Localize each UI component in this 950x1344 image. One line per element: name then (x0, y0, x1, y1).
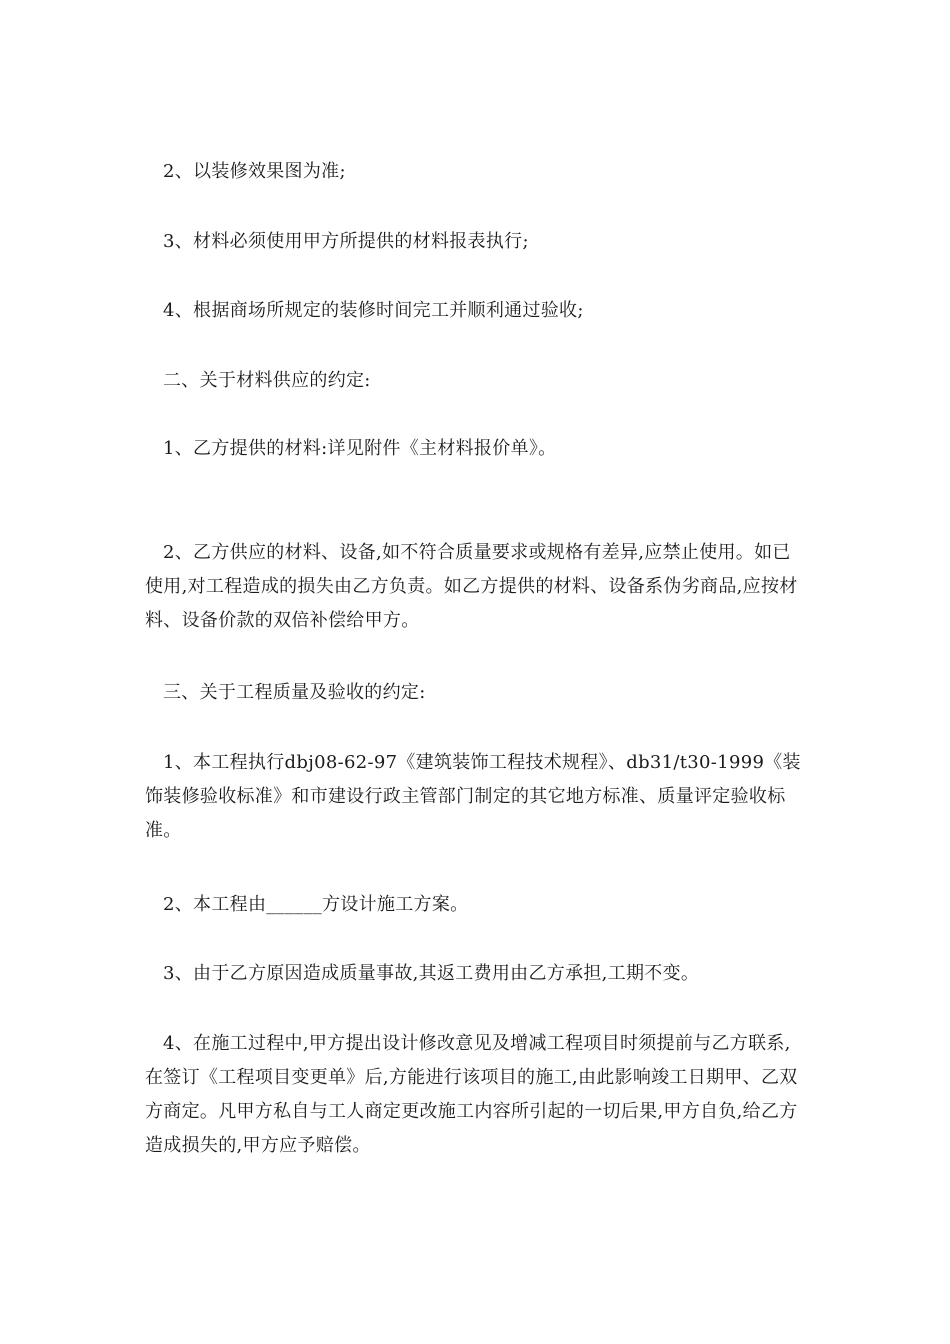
section-3-heading: 三、关于工程质量及验收的约定: (163, 682, 426, 703)
clause-2-party-b-supply: 2、乙方供应的材料、设备,如不符合质量要求或规格有差异,应禁止使用。如已使用,对工程造成的损失由乙方负责。如乙方提供的材料、设备系伪劣商品,应按材料、设备价款的双倍补偿给甲方。 (145, 542, 798, 631)
clause-2-effect-drawing: 2、以装修效果图为准; (163, 161, 346, 182)
clause-2-design-plan: 2、本工程由______方设计施工方案。 (163, 894, 469, 915)
clause-3-materials-report: 3、材料必须使用甲方所提供的材料报表执行; (163, 231, 529, 252)
clause-3-quality-accident: 3、由于乙方原因造成质量事故,其返工费用由乙方承担,工期不变。 (163, 963, 700, 984)
clause-1-standards: 1、本工程执行dbj08-62-97《建筑装饰工程技术规程》、db31/t30-1999《装饰装修验收标准》和市建设行政主管部门制定的其它地方标准、质量评定验收标准。 (145, 752, 801, 841)
clause-1-party-b-materials: 1、乙方提供的材料:详见附件《主材料报价单》。 (163, 438, 557, 459)
clause-4-design-changes: 4、在施工过程中,甲方提出设计修改意见及增减工程项目时须提前与乙方联系,在签订《工程项目变更单》后,方能进行该项目的施工,由此影响竣工日期甲、乙双方商定。凡甲方私自与工人商定更改施工内容所引起的一切后果,甲方自负,给乙方造成损失的,甲方应予赔偿。 (145, 1033, 798, 1156)
clause-4-completion-acceptance: 4、根据商场所规定的装修时间完工并顺利通过验收; (163, 300, 584, 321)
section-2-heading: 二、关于材料供应的约定: (163, 370, 371, 391)
